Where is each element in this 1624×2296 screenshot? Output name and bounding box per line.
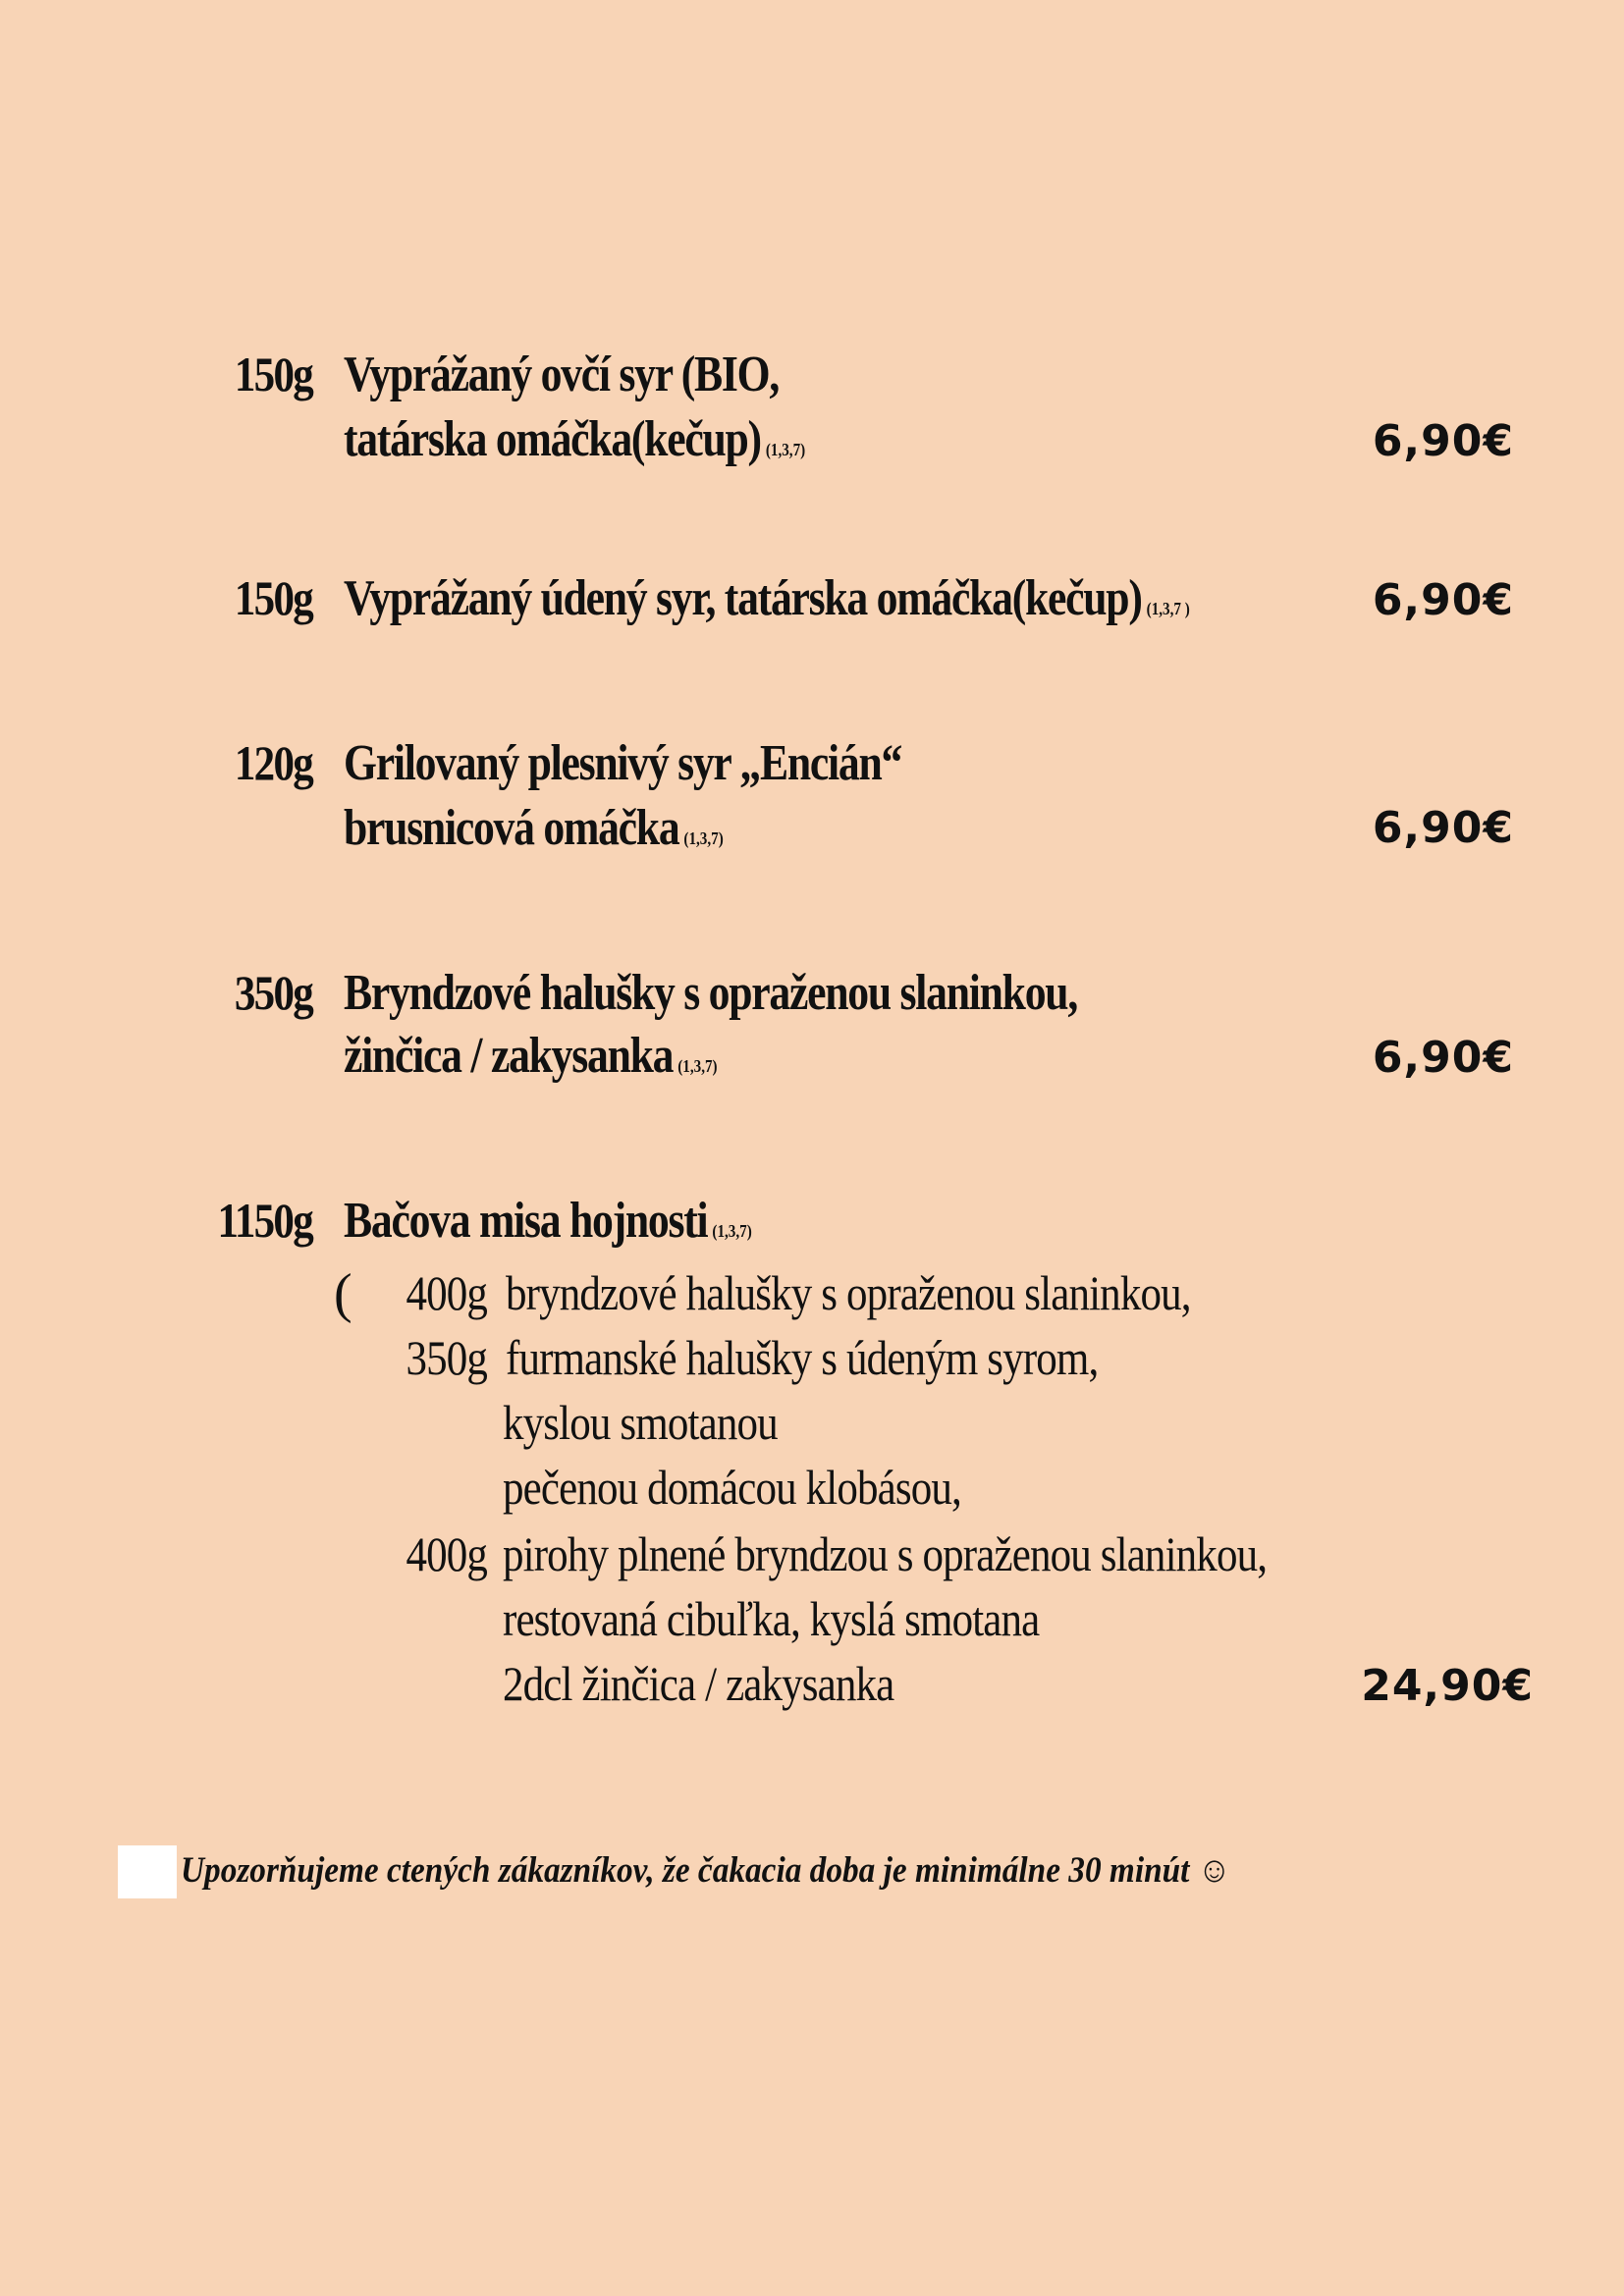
item-name-text: brusnicová omáčka (344, 800, 679, 856)
waiting-time-notice: Upozorňujeme ctených zákazníkov, že čakacia doba je minimálne 30 minút ☺ (181, 1850, 1231, 1891)
item-name-line (344, 800, 724, 856)
item-name-line (344, 1028, 718, 1084)
item-name-line (344, 570, 1190, 626)
item-name-line: Grilovaný plesnivý syr „Encián“ (344, 735, 902, 791)
item-name-text: Vyprážaný údený syr, tatárska omáčka(kečup) (344, 570, 1142, 626)
allergen-codes: (1,3,7) (712, 1221, 752, 1241)
notice-box (118, 1845, 177, 1898)
component-weight: 400g (406, 1526, 487, 1581)
component-text: furmanské halušky s údeným syrom, (506, 1330, 1099, 1385)
item-name-text: žinčica / zakysanka (344, 1028, 674, 1084)
component-weight: 400g (406, 1265, 487, 1320)
item-name-line: Bryndzové halušky s opraženou slaninkou, (344, 965, 1077, 1021)
item-name-line (344, 411, 806, 467)
component-text: restovaná cibuľka, kyslá smotana (503, 1591, 1040, 1646)
item-name-text: tatárska omáčka(kečup) (344, 411, 761, 467)
component-text: pečenou domácou klobásou, (503, 1460, 961, 1515)
allergen-codes: (1,3,7) (683, 828, 724, 848)
component-text: bryndzové halušky s opraženou slaninkou, (506, 1265, 1191, 1320)
item-price: 6,90€ (1372, 1033, 1514, 1083)
item-name-line (344, 1193, 752, 1249)
item-weight: 350g (234, 965, 312, 1020)
component-weight: 350g (406, 1330, 487, 1385)
item-price: 6,90€ (1372, 803, 1514, 853)
item-name-text: Bačova misa hojnosti (344, 1193, 708, 1249)
allergen-codes: (1,3,7 ) (1146, 599, 1190, 618)
open-parenthesis: ( (334, 1263, 352, 1324)
component-text: kyslou smotanou (503, 1395, 778, 1450)
allergen-codes: (1,3,7) (677, 1056, 718, 1076)
item-price: 6,90€ (1372, 416, 1514, 466)
item-price: 24,90€ (1361, 1661, 1534, 1711)
item-name-line: Vyprážaný ovčí syr (BIO, (344, 347, 779, 402)
item-weight: 150g (234, 347, 312, 401)
item-price: 6,90€ (1372, 575, 1514, 625)
component-text: 2dcl žinčica / zakysanka (503, 1656, 894, 1711)
item-weight: 1150g (217, 1193, 312, 1248)
item-weight: 150g (234, 570, 312, 625)
item-weight: 120g (234, 735, 312, 790)
component-text: pirohy plnené bryndzou s opraženou slaninkou, (503, 1526, 1268, 1581)
allergen-codes: (1,3,7) (765, 440, 806, 459)
